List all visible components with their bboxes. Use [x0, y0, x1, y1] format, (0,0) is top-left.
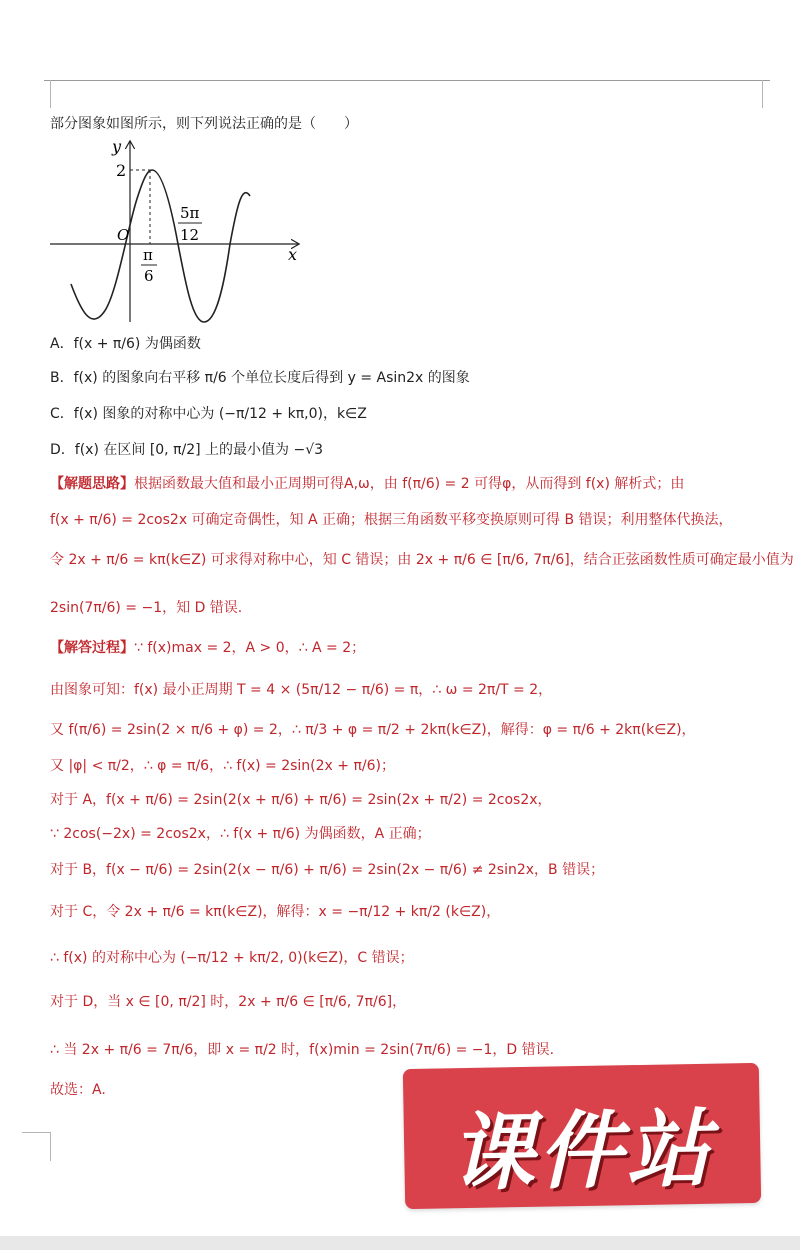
- pi6-denominator: 6: [144, 267, 154, 285]
- analysis-line-1: [50, 474, 684, 494]
- option-c: C．f(x) 图象的对称中心为 (−π/12 + kπ,0)，k∈Z: [50, 406, 367, 422]
- solution-first: ∵ f(x)max = 2，A > 0，∴ A = 2；: [134, 640, 366, 656]
- solution-line: ∵ 2cos(−2x) = 2cos2x，∴ f(x + π/6) 为偶函数，A 正确；: [50, 826, 431, 842]
- pi6-numerator: π: [143, 246, 153, 264]
- solution-line: 对于 B，f(x − π/6) = 2sin(2(x − π/6) + π/6) = 2sin(2x − π/6) ≠ 2sin2x，B 错误；: [50, 862, 605, 878]
- solution-label: 【解答过程】: [50, 640, 134, 656]
- bottom-bar: [0, 1236, 800, 1250]
- solution-line: 对于 C，令 2x + π/6 = kπ(k∈Z)，解得：x = −π/12 + kπ/2 (k∈Z)，: [50, 904, 501, 920]
- analysis-line-3: 令 2x + π/6 = kπ(k∈Z) 可求得对称中心，知 C 错误；由 2x + π/6 ∈ [π/6, 7π/6]，结合正弦函数性质可确定最小值为: [50, 552, 794, 568]
- solution-line: ∴ 当 2x + π/6 = 7π/6，即 x = π/2 时，f(x)min = 2sin(7π/6) = −1，D 错误.: [50, 1042, 555, 1058]
- analysis-line-2: f(x + π/6) = 2cos2x 可确定奇偶性，知 A 正确；根据三角函数平移变换原则可得 B 错误；利用整体代换法，: [50, 512, 733, 528]
- crop-mark: [762, 80, 791, 108]
- crop-mark: [22, 80, 51, 108]
- solution-line: 由图象可知：f(x) 最小正周期 T = 4 × (5π/12 − π/6) = π，∴ ω = 2π/T = 2，: [50, 682, 553, 698]
- function-graph: [46, 136, 306, 330]
- crop-mark: [22, 1132, 51, 1161]
- option-b: B．f(x) 的图象向右平移 π/6 个单位长度后得到 y = Asin2x 的图象: [50, 370, 470, 386]
- 5pi12-denominator: 12: [180, 226, 200, 244]
- y-axis-label: y: [112, 137, 122, 156]
- option-d: D．f(x) 在区间 [0, π/2] 上的最小值为 −√3: [50, 442, 324, 458]
- 5pi12-numerator: 5π: [180, 204, 200, 222]
- solution-line: ∴ f(x) 的对称中心为 (−π/12 + kπ/2, 0)(k∈Z)，C 错误；: [50, 950, 414, 966]
- x-axis-label: x: [288, 245, 298, 264]
- analysis-label: 【解题思路】: [50, 476, 134, 492]
- analysis-line-4: 2sin(7π/6) = −1，知 D 错误.: [50, 600, 243, 616]
- max-label: 2: [116, 161, 127, 180]
- sine-curve: [71, 170, 250, 322]
- analysis-text: 根据函数最大值和最小正周期可得A,ω，由 f(π/6) = 2 可得φ，从而得到 f(x) 解析式；由: [134, 476, 685, 492]
- origin-label: O: [117, 226, 130, 244]
- watermark-logo: [403, 1063, 761, 1209]
- final-answer: 故选：A.: [50, 1082, 106, 1098]
- option-a: A．f(x + π/6) 为偶函数: [50, 336, 201, 352]
- solution-line-1: [50, 638, 365, 658]
- solution-line: 对于 A，f(x + π/6) = 2sin(2(x + π/6) + π/6) = 2sin(2x + π/2) = 2cos2x，: [50, 792, 552, 808]
- solution-line: 对于 D，当 x ∈ [0, π/2] 时，2x + π/6 ∈ [π/6, 7π/6]，: [50, 994, 407, 1010]
- watermark-text: 课件站: [449, 1099, 716, 1203]
- solution-line: 又 |φ| < π/2，∴ φ = π/6，∴ f(x) = 2sin(2x + π/6)；: [50, 758, 395, 774]
- solution-line: 又 f(π/6) = 2sin(2 × π/6 + φ) = 2，∴ π/3 + φ = π/2 + 2kπ(k∈Z)，解得：φ = π/6 + 2kπ(k∈Z)，: [50, 722, 696, 738]
- header-rule: [44, 80, 770, 81]
- question-stem: 部分图象如图所示，则下列说法正确的是（ ）: [50, 116, 358, 132]
